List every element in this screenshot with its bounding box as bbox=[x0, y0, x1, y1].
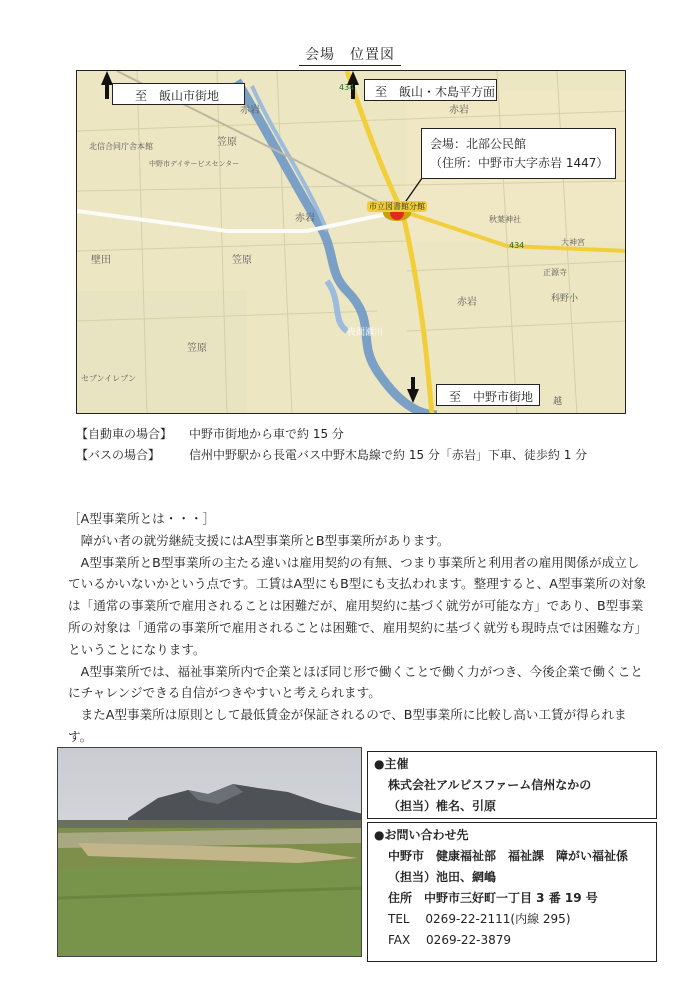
venue-address: （住所：中野市大字赤岩 1447） bbox=[430, 156, 609, 170]
paragraph: またA型事業所は原則として最低賃金が保証されるので、B型事業所に比較し高い工賃が得られます。 bbox=[68, 707, 627, 744]
inquiry-tel: TEL 0269-22-2111(内線 295) bbox=[388, 912, 571, 926]
type-a-explanation bbox=[68, 508, 648, 748]
sponsor-org: 株式会社アルビスファーム信州なかの bbox=[388, 778, 592, 792]
paragraph: A型事業所では、福祉事業所内で企業とほぼ同じ形で働くことで働く力がつき、今後企業で働くことにチャレンジできる自信がつきやすいと考えられます。 bbox=[68, 663, 643, 701]
map-graphic bbox=[77, 71, 626, 414]
landscape-photo bbox=[57, 747, 362, 957]
map-label: 赤岩 bbox=[240, 105, 260, 116]
map-label: 正源寺 bbox=[543, 268, 567, 277]
inquiry-contact: （担当）池田、網嶋 bbox=[388, 870, 497, 884]
venue-name: 会場：北部公民館 bbox=[430, 137, 527, 151]
direction-nakano-city: 至 中野市街地 bbox=[436, 384, 540, 406]
access-info bbox=[76, 424, 587, 466]
map-label: 434 bbox=[509, 241, 525, 250]
map-label: 科野小 bbox=[551, 294, 579, 304]
sponsor-heading: ●主催 bbox=[374, 757, 409, 771]
map-label: 大神宮 bbox=[561, 238, 585, 247]
map-label: 笠原 bbox=[217, 137, 237, 148]
location-map bbox=[76, 70, 626, 414]
map-label: 北信合同庁舎本館 bbox=[89, 142, 153, 151]
sponsor-contact: （担当）椎名、引原 bbox=[388, 799, 497, 813]
venue-callout bbox=[421, 128, 616, 179]
paragraph: A型事業所とB型事業所の主たる違いは雇用契約の有無、つまり事業所と利用者の雇用関係が成立しているかいないかという点です。工賃はA型にもB型にも支払われます。整理すると、A型事業所の対象は「通常の事業所で雇用されることは困難だが、雇用契約に基づく就労が可能な方」であり、B型事業所の対象は「通常の事業所で雇用されることは困難で、雇用契約に基づく就労も現時点では困難な方」ということになります。 bbox=[68, 554, 648, 657]
inquiry-heading: ●お問い合わせ先 bbox=[374, 828, 469, 842]
venue-marker-label: 市立図書館分館 bbox=[369, 202, 425, 211]
page-title: 会場 位置図 bbox=[0, 44, 700, 64]
inquiry-box bbox=[367, 822, 657, 962]
map-label: 434 bbox=[339, 83, 355, 92]
section-heading: ［A型事業所とは・・・］ bbox=[68, 511, 216, 526]
access-row-car: 【自動車の場合】 中野市街地から車で約 15 分 bbox=[76, 427, 344, 441]
map-label: セブンイレブン bbox=[81, 374, 136, 383]
map-label: 笠原 bbox=[232, 255, 252, 266]
paragraph: 障がい者の就労継続支援にはA型事業所とB型事業所があります。 bbox=[80, 532, 450, 548]
map-label: 越 bbox=[553, 397, 563, 407]
map-label: 赤岩 bbox=[457, 297, 477, 308]
inquiry-fax: FAX 0269-22-3879 bbox=[388, 933, 512, 947]
map-label: 赤岩 bbox=[449, 105, 469, 116]
map-label: 赤岩 bbox=[295, 213, 315, 224]
inquiry-dept: 中野市 健康福祉部 福祉課 障がい福祉係 bbox=[388, 849, 629, 863]
sponsor-box bbox=[367, 751, 657, 819]
map-label: 中野市デイサービスセンター bbox=[149, 160, 240, 168]
map-label: 秋葉神社 bbox=[489, 215, 521, 224]
map-label: 壁田 bbox=[91, 255, 111, 266]
map-label: 夜間瀬川 bbox=[347, 328, 384, 338]
direction-iiyama-city: 至 飯山市街地 bbox=[112, 83, 245, 105]
map-label: 笠原 bbox=[187, 343, 207, 354]
inquiry-address: 住所 中野市三好町一丁目 3 番 19 号 bbox=[388, 891, 598, 905]
direction-iiyama-kijimadaira: 至 飯山・木島平方面 bbox=[364, 79, 497, 101]
access-row-bus: 【バスの場合】 信州中野駅から長電バス中野木島線で約 15 分「赤岩」下車、徒歩約 1 分 bbox=[76, 448, 588, 462]
